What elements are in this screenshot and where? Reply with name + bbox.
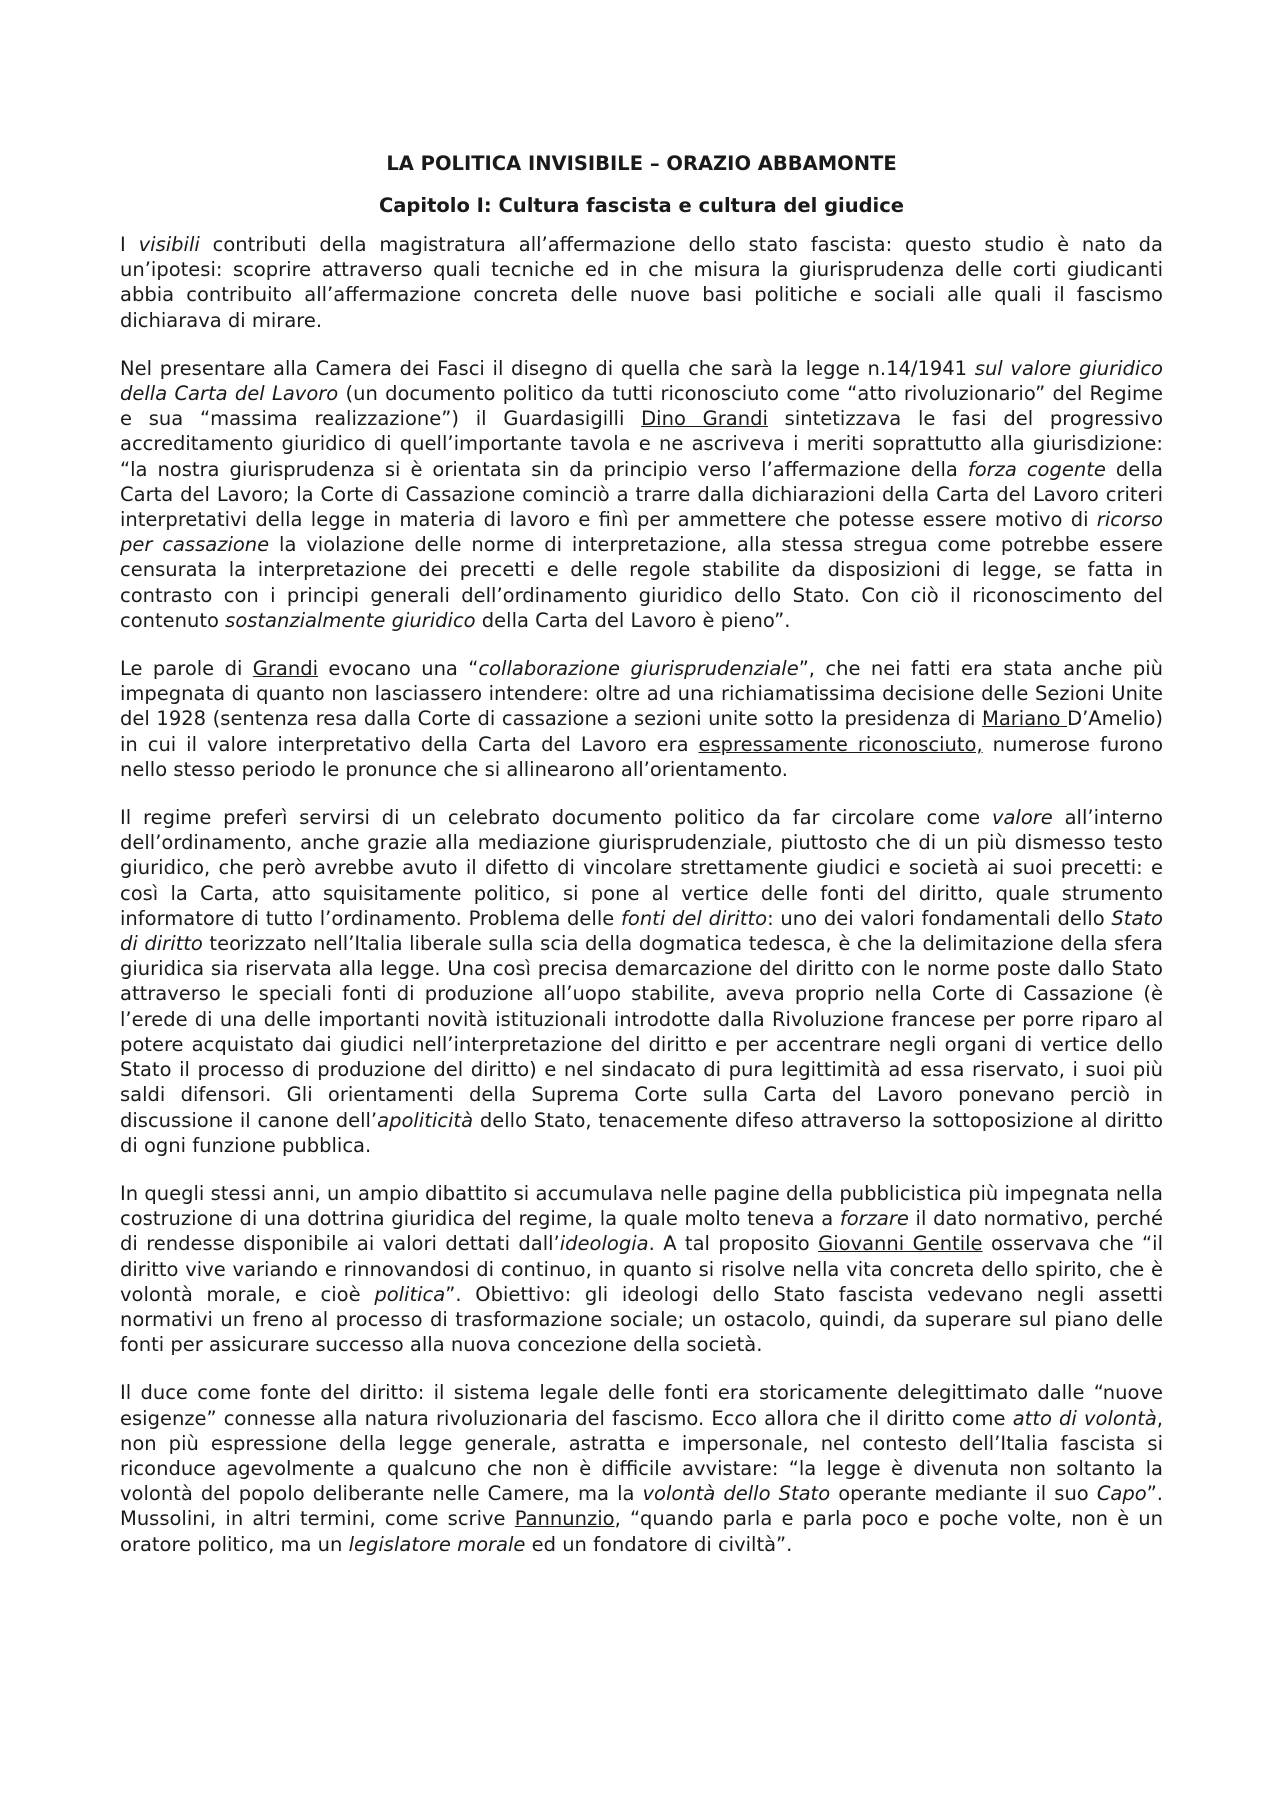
text-span: contributi della magistratura all’affermazione dello stato fascista: questo studio è nato da un’ipotesi: scoprire attraverso quali tecniche ed in che misura la giurisprudenza delle corti giudicanti abbia contribuito all’affermazione concreta delle nuove basi politiche e sociali alle quali il fascismo dichiarava di mirare. <box>120 233 1163 332</box>
paragraph-6 <box>120 1380 1163 1556</box>
text-span: osservava che “il diritto vive variando e rinnovandosi di continuo, in quanto si risolve nella vita concreta dello spirito, che è volontà morale, e cioè <box>120 1232 1163 1306</box>
text-span: ”. Mussolini, in altri termini, come scrive <box>120 1482 1163 1531</box>
text-span: numerose furono nello stesso periodo le pronunce che si allinearono all’orientamento. <box>120 732 1163 781</box>
text-span: della Carta del Lavoro; la Corte di Cassazione cominciò a trarre dalla dichiarazioni della Carta del Lavoro criteri interpretativi della legge in materia di lavoro e finì per ammettere che potesse essere motivo di <box>120 457 1163 532</box>
italic-text: volontà dello Stato <box>642 1482 831 1506</box>
italic-text: visibili <box>138 233 200 256</box>
text-span: : uno dei valori fondamentali dello <box>767 906 1112 930</box>
text-span: , non più espressione della legge generale, astratta e impersonale, nel contesto dell’Italia fascista si riconduce agevolmente a qualcuno che non è difficile avvistare: “la legge è divenuta non soltanto la volontà del popolo deliberante nelle Camere, ma la <box>120 1406 1163 1506</box>
italic-text: apoliticità <box>377 1108 474 1132</box>
paragraph-5 <box>120 1181 1163 1357</box>
text-span: . A tal proposito <box>648 1232 819 1256</box>
text-span: Nel presentare alla Camera dei Fasci il disegno di quella che sarà la legge n.14/1941 <box>120 356 975 380</box>
text-span: il dato normativo, perché di rendesse disponibile ai valori dettati dall’ <box>120 1207 1163 1256</box>
link-grandi[interactable]: Grandi <box>252 657 318 681</box>
text-span: (un documento politico da tutti riconosciuto come “atto rivoluzionario” del Regime e sua “massima realizzazione”) il Guardasigilli <box>120 382 1163 431</box>
italic-text: forzare <box>839 1207 909 1231</box>
underlined-text: espressamente riconosciuto, <box>698 732 983 756</box>
text-span: evocano una “ <box>318 657 479 681</box>
text-span: dello Stato, tenacemente difeso attraverso la sottoposizione al diritto di ogni funzione pubblica. <box>120 1108 1163 1157</box>
text-span: operante mediante il suo <box>830 1482 1097 1506</box>
text-span: ”. Obiettivo: gli ideologi dello Stato fascista vedevano negli assetti normativi un freno al processo di trasformazione sociale; un ostacolo, quindi, da superare sul piano delle fonti per assicurare successo alla nuova concezione della società. <box>120 1282 1163 1357</box>
italic-text: ideologia <box>559 1232 649 1256</box>
italic-text: collaborazione giurisprudenziale <box>478 657 799 681</box>
italic-text: legislatore morale <box>348 1532 526 1556</box>
italic-text: politica <box>374 1282 446 1306</box>
text-span: all’interno dell’ordinamento, anche grazie alla mediazione giurisprudenziale, piuttosto che di un più dismesso testo giuridico, che però avrebbe avuto il difetto di vincolare strettamente giudici e società ai suoi precetti: e così la Carta, atto squisitamente politico, si pone al vertice delle fonti del diritto, quale strumento informatore di tutto l’ordinamento. Problema delle <box>120 806 1163 930</box>
italic-text: atto di volontà <box>1012 1406 1157 1430</box>
paragraph-1 <box>120 232 1163 333</box>
text-span: D’Amelio) in cui il valore interpretativo della Carta del Lavoro era <box>120 707 1163 756</box>
text-span: la violazione delle norme di interpretazione, alla stessa stregua come potrebbe essere censurata la interpretazione dei precetti e delle regole stabilite da disposizioni di legge, se fatta in contrasto con i principi generali dell’ordinamento giuridico dello Stato. Con ciò il riconoscimento del contenuto <box>120 533 1163 632</box>
link-pannunzio[interactable]: Pannunzio <box>514 1507 615 1531</box>
text-span: teorizzato nell’Italia liberale sulla scia della dogmatica tedesca, è che la delimitazione della sfera giuridica sia riservata alla legge. Una così precisa demarcazione del diritto con le norme poste dallo Stato attraverso le speciali fonti di produzione all’uopo stabilite, aveva proprio nella Corte di Cassazione (è l’erede di una delle importanti novità istituzionali introdotte dalla Rivoluzione francese per porre riparo al potere acquistato dai giudici nell’interpretazione del diritto e per accentrare negli organi di vertice dello Stato il processo di produzione del diritto) e nel sindacato di pura legittimità ad essa riservato, i suoi più saldi difensori. Gli orientamenti della Suprema Corte sulla Carta del Lavoro ponevano perciò in discussione il canone dell’ <box>120 932 1163 1132</box>
text-span: In quegli stessi anni, un ampio dibattito si accumulava nelle pagine della pubblicistica più impegnata nella costruzione di una dottrina giuridica del regime, la quale molto teneva a <box>120 1181 1163 1231</box>
text-span: I <box>120 233 139 256</box>
text-span: Le parole di <box>120 657 253 681</box>
italic-text: forza cogente <box>967 457 1106 481</box>
document-title: LA POLITICA INVISIBILE – ORAZIO ABBAMONTE <box>386 152 897 175</box>
text-span: Il regime preferì servirsi di un celebrato documento politico da far circolare come <box>120 806 992 830</box>
paragraph-3 <box>120 656 1163 782</box>
italic-text: Capo <box>1096 1482 1147 1506</box>
link-dino-grandi[interactable]: Dino Grandi <box>641 407 768 431</box>
paragraph-4 <box>120 805 1163 1158</box>
link-giovanni-gentile[interactable]: Giovanni Gentile <box>818 1232 983 1256</box>
text-span: della Carta del Lavoro è pieno”. <box>475 608 791 632</box>
italic-text: valore <box>991 806 1053 830</box>
italic-text: ricorso per cassazione <box>120 508 1163 557</box>
paragraph-2 <box>120 356 1163 633</box>
document-body <box>120 150 1163 1580</box>
italic-text: Stato di diritto <box>120 906 1163 956</box>
text-span: sintetizzava le fasi del progressivo accreditamento giuridico di quell’importante tavola e ne ascriveva i meriti soprattutto alla giurisdizione: “la nostra giurisprudenza si è orientata sin da principio verso l’affermazione della <box>120 407 1163 481</box>
chapter-heading: Capitolo I: Cultura fascista e cultura del giudice <box>378 194 905 217</box>
text-span: , “quando parla e parla poco e poche volte, non è un oratore politico, ma un <box>120 1507 1163 1556</box>
text-span: ed un fondatore di civiltà”. <box>525 1532 793 1556</box>
link-mariano[interactable]: Mariano <box>982 707 1068 731</box>
text-span: Il duce come fonte del diritto: il sistema legale delle fonti era storicamente delegittimato dalle “nuove esigenze” connesse alla natura rivoluzionaria del fascismo. Ecco allora che il diritto come <box>120 1381 1163 1430</box>
text-span: ”, che nei fatti era stata anche più impegnata di quanto non lasciassero intendere: oltre ad una richiamatissima decisione delle Sezioni Unite del 1928 (sentenza resa dalla Corte di cassazione a sezioni unite sotto la presidenza di <box>120 657 1164 731</box>
italic-text: sostanzialmente giuridico <box>225 608 476 632</box>
italic-text: fonti del diritto <box>621 906 768 930</box>
italic-text: sul valore giuridico della Carta del Lavoro <box>120 356 1163 406</box>
